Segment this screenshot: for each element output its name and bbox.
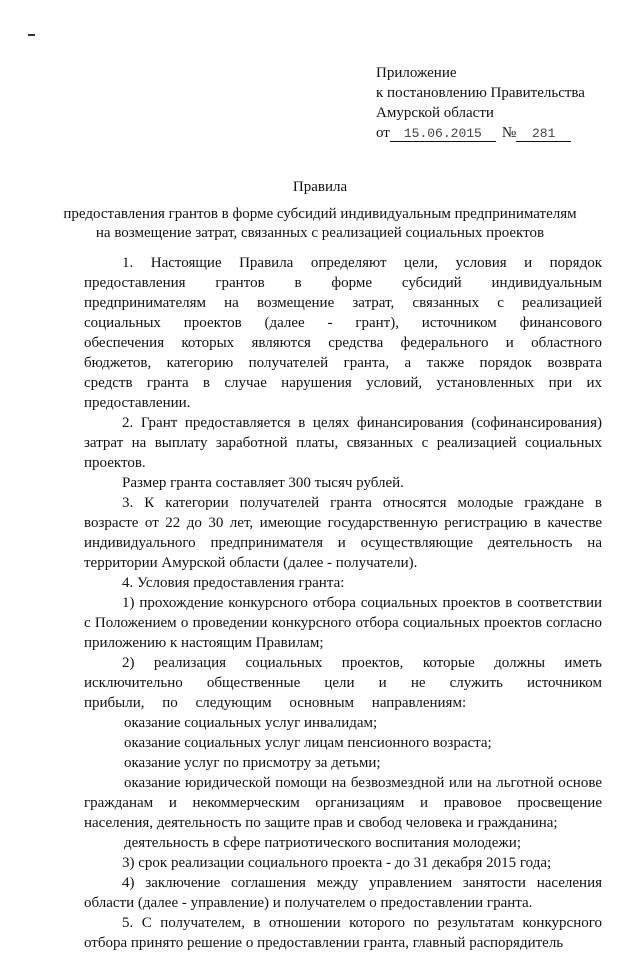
- paragraph-5: 5. С получателем, в отношении которого по результатам конкурсного отбора принято решение о предоставлении гранта, главный распорядитель: [84, 915, 602, 951]
- paragraph-3: 3. К категории получателей гранта относятся молодые граждане в возрасте от 22 до 30 лет, имеющие государственную регистрацию в качестве индивидуального предпринимателя и осуществляющие деятельность на территории Амурской области (далее - получатели).: [84, 495, 602, 571]
- date-prefix: от: [376, 125, 390, 141]
- direction-disabled: оказание социальных услуг инвалидам;: [124, 715, 378, 731]
- direction-legal-aid: оказание юридической помощи на безвозмездной или на льготной основе гражданам и некоммерческим организациям и правовое просвещение населения, деятельность по защите прав и свобод человека и гражданина;: [84, 775, 602, 831]
- document-title: [0, 178, 640, 243]
- appendix-line-3: Амурской области: [376, 105, 494, 121]
- resolution-date: 15.06.2015: [390, 126, 496, 142]
- paragraph-2: 2. Грант предоставляется в целях финансирования (софинансирования) затрат на выплату заработной платы, связанных с реализацией социальных проектов.: [84, 415, 602, 471]
- number-label: №: [501, 125, 517, 141]
- appendix-line-2: к постановлению Правительства: [376, 85, 585, 101]
- resolution-number: 281: [516, 126, 571, 142]
- paragraph-grant-size: Размер гранта составляет 300 тысяч рублей.: [122, 475, 404, 491]
- appendix-date-line: [376, 123, 585, 143]
- condition-2: 2) реализация социальных проектов, которые должны иметь исключительно общественные цели и не служить источником прибыли, по следующим основным направлениям:: [84, 655, 602, 711]
- title-main: Правила: [292, 179, 348, 195]
- paragraph-1: 1. Настоящие Правила определяют цели, условия и порядок предоставления грантов в форме субсидий индивидуальным предпринимателям на возмещение затрат, связанных с реализацией социальных проектов (далее - грант), источником финансового обеспечения которых являются средства федерального и областного бюджетов, категорию получателей гранта, а также порядок возврата средств гранта в случае нарушения условий, установленных при их предоставлении.: [84, 255, 602, 411]
- condition-1: 1) прохождение конкурсного отбора социальных проектов в соответствии с Положением о проведении конкурсного отбора социальных проектов согласно приложению к настоящим Правилам;: [84, 595, 602, 651]
- direction-elderly: оказание социальных услуг лицам пенсионного возраста;: [124, 735, 492, 751]
- direction-childcare: оказание услуг по присмотру за детьми;: [124, 755, 381, 771]
- paragraph-4: 4. Условия предоставления гранта:: [122, 575, 345, 591]
- title-sub-1: предоставления грантов в форме субсидий индивидуальным предпринимателям: [63, 206, 577, 222]
- condition-3: 3) срок реализации социального проекта - до 31 декабря 2015 года;: [122, 855, 552, 871]
- direction-patriotic: деятельность в сфере патриотического воспитания молодежи;: [124, 835, 521, 851]
- appendix-line-1: Приложение: [376, 65, 457, 81]
- scan-mark: [28, 34, 35, 36]
- document-body: [84, 253, 602, 953]
- condition-4: 4) заключение соглашения между управлением занятости населения области (далее - управление) и получателем о предоставлении гранта.: [84, 875, 602, 911]
- title-sub-2: на возмещение затрат, связанных с реализацией социальных проектов: [95, 225, 545, 241]
- appendix-header: [376, 63, 585, 143]
